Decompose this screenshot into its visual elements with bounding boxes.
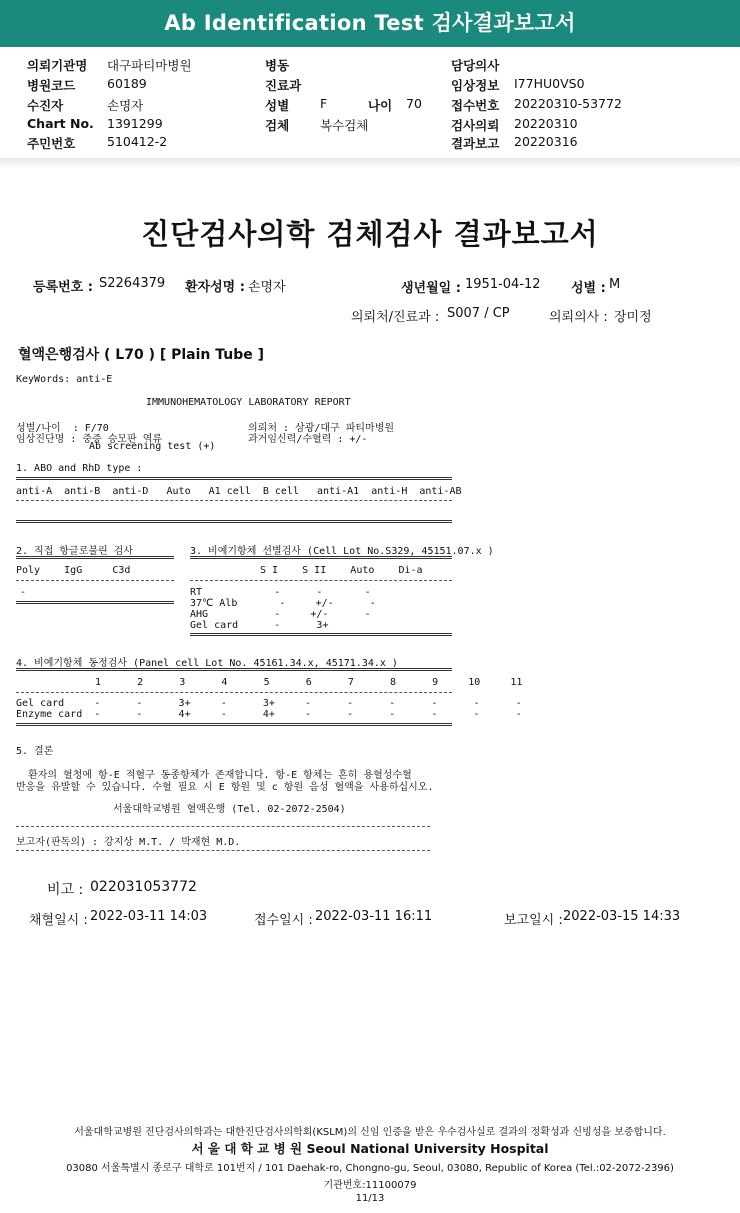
hospital-name-en: Seoul National University Hospital <box>306 1141 549 1156</box>
header-label-report-date: 결과보고 <box>451 136 500 151</box>
reg-no-label: 등록번호 : <box>33 280 93 295</box>
header-value-sex: F <box>320 96 328 111</box>
dat-title: 2. 직접 항글로불린 검사 <box>16 546 134 557</box>
header-value-hospital-code: 60189 <box>107 76 147 91</box>
header-label-department: 진료과 <box>265 78 302 93</box>
rule <box>190 580 452 581</box>
header-value-chart-no: 1391299 <box>107 116 163 131</box>
header-label-resident-no: 주민번호 <box>27 136 76 151</box>
info-sex-age: 성별/나이 : F/70 <box>16 423 109 434</box>
info-history: 과거임신력/수혈력 : +/- <box>248 434 368 445</box>
header-value-request-date: 20220310 <box>514 116 578 131</box>
header-label-patient: 수진자 <box>27 98 64 113</box>
dept-value: S007 / CP <box>447 306 510 321</box>
header-label-receipt-no: 접수번호 <box>451 98 500 113</box>
header-divider <box>0 158 740 168</box>
header-value-age: 70 <box>406 96 422 111</box>
report-time-label: 보고일시 : <box>504 913 563 928</box>
rule <box>16 556 174 559</box>
doctor-value: 장미정 <box>614 310 652 325</box>
conclusion-line-1: 환자의 혈청에 항-E 적혈구 동종항체가 존재합니다. 항-E 항체는 흔히 용혈성수혈 <box>16 770 412 781</box>
dept-label: 의뢰처/진료과 : <box>351 310 440 325</box>
header-label-chart-no: Chart No. <box>27 116 94 131</box>
institution-no: 기관번호:11100079 <box>323 1180 417 1191</box>
header-value-institution: 대구파티마병원 <box>107 58 192 73</box>
doctor-label: 의뢰의사 : <box>549 310 608 325</box>
header-value-receipt-no: 20220310-53772 <box>514 96 622 111</box>
header-label-hospital-code: 병원코드 <box>27 78 76 93</box>
keywords: KeyWords: anti-E <box>16 374 113 385</box>
header-label-doctor: 담당의사 <box>451 58 500 73</box>
rule <box>190 633 452 636</box>
rule <box>16 850 430 851</box>
rule <box>16 601 174 604</box>
header-value-resident-no: 510412-2 <box>107 134 168 149</box>
header-label-age: 나이 <box>368 98 393 113</box>
rule <box>16 723 452 726</box>
header-label-request-date: 검사의뢰 <box>451 118 500 133</box>
rule <box>16 520 452 523</box>
rule <box>16 668 452 671</box>
cert-text: 서울대학교병원 진단검사의학과는 대한진단검사의학회(KSLM)의 신임 인증을 받은 우수검사실로 결과의 정확성과 신빙성을 보증합니다. <box>74 1127 666 1138</box>
header-label-institution: 의뢰기관명 <box>27 58 88 73</box>
note-label: 비고 : <box>47 882 84 898</box>
dob-value: 1951-04-12 <box>465 277 541 292</box>
collect-value: 2022-03-11 14:03 <box>90 909 208 924</box>
rule <box>16 580 174 581</box>
header-value-clinical-info: I77HU0VS0 <box>514 76 585 91</box>
info-requester: 의뢰처 : 삼광/대구 파티마병원 <box>248 423 395 434</box>
page-number: 11/13 <box>355 1193 385 1204</box>
header-label-specimen: 검체 <box>265 118 290 133</box>
header-label-clinical-info: 임상정보 <box>451 78 500 93</box>
dat-headers: Poly IgG C3d <box>16 565 131 576</box>
sex-value: M <box>609 277 621 292</box>
header-value-specimen: 복수검체 <box>320 118 369 133</box>
receive-value: 2022-03-11 16:11 <box>315 909 433 924</box>
screening-title: 3. 비예기항체 선별검사 (Cell Lot No.S329, 45151.07.x ) <box>190 546 494 557</box>
screening-row-ahg: AHG - +/- - <box>190 609 371 620</box>
blood-bank-line: 서울대학교병원 혈액은행 (Tel. 02-2072-2504) <box>113 804 346 815</box>
screening-row-rt: RT - - - <box>190 587 371 598</box>
rule <box>16 692 452 693</box>
receive-label: 접수일시 : <box>254 913 313 928</box>
patient-name-label: 환자성명 : <box>185 280 245 295</box>
panel-title: 4. 비예기항체 동정검사 (Panel cell Lot No. 45161.34.x, 45171.34.x ) <box>16 658 398 669</box>
conclusion-title: 5. 결론 <box>16 746 54 757</box>
report-title: 진단검사의학 검체검사 결과보고서 <box>141 217 599 251</box>
lab-report-title: IMMUNOHEMATOLOGY LABORATORY REPORT <box>146 397 351 408</box>
header-label-sex: 성별 <box>265 98 290 113</box>
patient-name-value: 손명자 <box>248 280 286 295</box>
hospital-name-ko: 서 울 대 학 교 병 원 <box>191 1141 303 1156</box>
conclusion-line-2: 반응을 유발할 수 있습니다. 수혈 필요 시 E 항원 및 c 항원 음성 혈액을 사용하십시오. <box>16 782 434 793</box>
address: 03080 서울특별시 종로구 대학로 101번지 / 101 Daehak-ro, Chongno-gu, Seoul, 03080, Republic of Korea (Tel.:02-2072-2396) <box>66 1163 674 1174</box>
abo-rhd-headers: anti-A anti-B anti-D Auto A1 cell B cell anti-A1 anti-H anti-AB <box>16 486 462 497</box>
abo-rhd-title: 1. ABO and RhD type : <box>16 463 143 474</box>
panel-row-gel: Gel card - - 3+ - 3+ - - - - - - <box>16 698 522 709</box>
rule <box>16 477 452 480</box>
rule <box>190 556 452 559</box>
dat-value: - <box>20 587 27 598</box>
header-value-report-date: 20220316 <box>514 134 578 149</box>
info-diagnosis: 임상진단명 : 중증 승모판 역류 <box>16 434 163 445</box>
header-label-ward: 병동 <box>265 58 290 73</box>
hospital-name <box>0 1139 740 1157</box>
panel-row-enzyme: Enzyme card - - 4+ - 4+ - - - - - - <box>16 709 522 720</box>
collect-label: 채혈일시 : <box>29 913 88 928</box>
screening-row-gel: Gel card - 3+ <box>190 620 329 631</box>
dob-label: 생년월일 : <box>401 281 461 296</box>
sex-label: 성별 : <box>571 281 606 296</box>
reporter: 보고자(판독의) : 강지상 M.T. / 박재현 M.D. <box>16 837 241 848</box>
header-value-patient: 손명자 <box>107 98 144 113</box>
screening-row-37c: 37℃ Alb - +/- - <box>190 598 376 609</box>
info-screening: Ab screening test (+) <box>89 441 216 452</box>
screening-headers: S I S II Auto Di-a <box>260 565 423 576</box>
note-value: 022031053772 <box>90 879 197 895</box>
report-time-value: 2022-03-15 14:33 <box>563 909 681 924</box>
rule <box>16 500 452 501</box>
section-title: 혈액은행검사 ( L70 ) [ Plain Tube ] <box>18 347 265 363</box>
reg-no-value: S2264379 <box>99 276 166 291</box>
panel-headers: 1 2 3 4 5 6 7 8 9 10 11 <box>95 677 523 688</box>
report-banner-title: Ab Identification Test 검사결과보고서 <box>0 0 740 47</box>
rule <box>16 826 430 827</box>
